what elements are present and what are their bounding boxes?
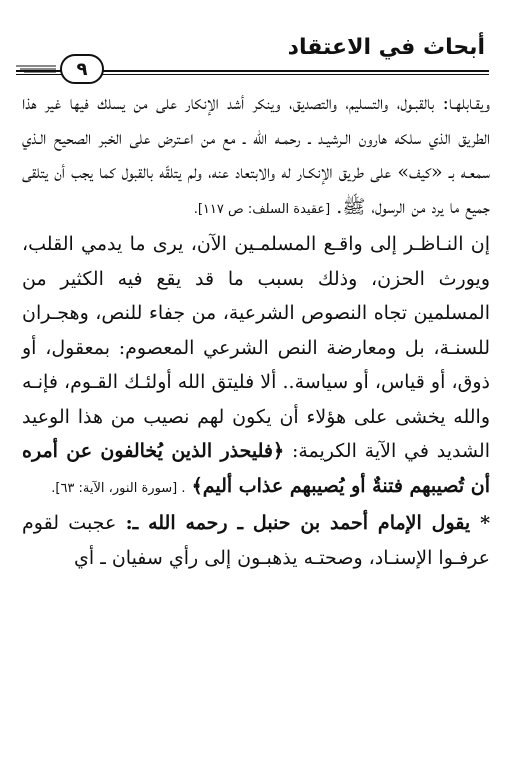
paragraph-text: إن النـاظـر إلى واقـع المسلمـين الآن، يرى ما يدمي القلب، ويورث الحزن، وذلك بسبب ما قد يقع فيه الكثير من المسلمين تجاه النصوص الشرعية، من جفاء للنص، وهجـران للسنـة، بل ومعارضة النص الشرعي المعصوم: بمعقول، أو ذوق، أو قياس، أو سياسة.. ألا فليتق الله أولئـك القـوم، فإنـه والله يخشى على هؤلاء أن يكون لهم نصيب من هذا الوعيد الشديد في الآية الكريمة: bbox=[22, 233, 490, 462]
book-title: أبحاث في الاعتقاد bbox=[287, 35, 485, 60]
paragraph bbox=[22, 506, 490, 575]
page-number: ٩ bbox=[60, 54, 104, 84]
citation: [عقيدة السلف: ص ١١٧]. bbox=[193, 201, 331, 217]
quran-verse: ﴿فليحذر الذين يُخالفون عن أمره أن تُصيبهم فتنةٌ أو يُصيبهم عذاب أليم﴾ bbox=[22, 440, 490, 497]
paragraph bbox=[22, 227, 490, 506]
citation: . [سورة النور، الآية: ٦٣]. bbox=[51, 480, 186, 496]
paragraph bbox=[22, 86, 490, 227]
page-body bbox=[22, 86, 490, 575]
quote-lead: * يقول الإمام أحمد بن حنبل ـ رحمه الله ـ: bbox=[125, 512, 491, 534]
paragraph-text: عجبت لقوم عرفـوا الإسنـاد، وصحتـه يذهبـون إلى رأي سفيان ـ أي bbox=[22, 512, 490, 569]
paragraph-text: ويقـابلهـا: بالقبـول، والتسليم، والتصديق، وينكر أشد الإنكار على من يسلك فيها غير هذا الطريق الذي سلكه هارون الـرشيـد ـ رحمـه الله ـ مع من اعـترض على الخبر الصحيح الـذي سمعـه بـ «كيف» على طريق الإنكـار له والابتعاد عنه، ولم يتلقّه بالقبول كما يجب أن يتلقى جميع ما يرد من الرسول، ﷺ. bbox=[22, 92, 490, 218]
page-header bbox=[16, 34, 489, 80]
